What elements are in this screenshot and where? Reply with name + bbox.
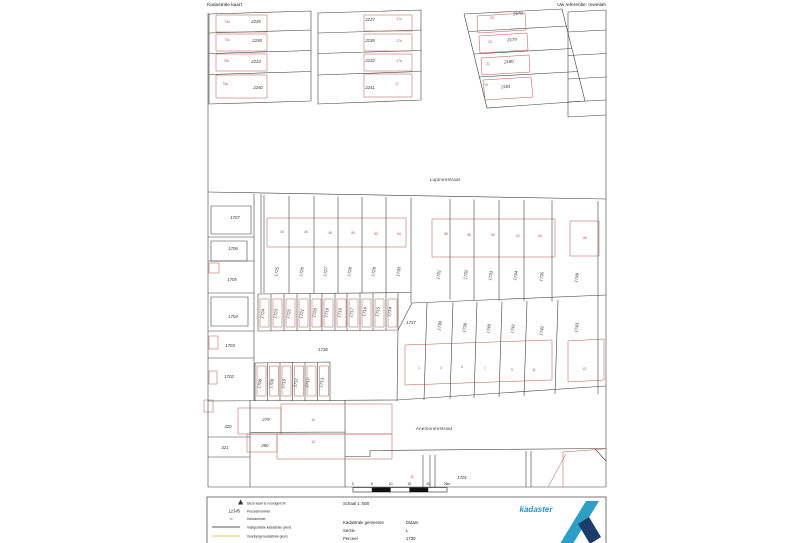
field-sectie-label: Sectie — [343, 528, 355, 533]
parcel-number-label: 1706 — [228, 246, 238, 251]
parcel-number-label: 1720 — [311, 307, 318, 318]
building-outlines-black — [211, 206, 251, 326]
legend-parcel-label: Perceelnummer — [247, 509, 271, 514]
parcel-number-label: 2238 — [252, 38, 262, 43]
house-number-label: 54 — [397, 232, 401, 236]
parcel-number-label: 1705 — [227, 277, 237, 282]
field-gemeente-value: Didam — [406, 520, 419, 525]
parcel-number-label: 1730 — [395, 266, 402, 277]
parcel-number-label: 1711 — [292, 377, 299, 388]
house-number-label: 64 — [538, 234, 542, 238]
scale-bar-ticks — [352, 482, 450, 486]
parcel-number-label: 2240 — [253, 85, 263, 90]
parcel-number-label: 1709 — [268, 378, 275, 389]
field-gemeente-label: Kadastrale gemeente — [343, 520, 384, 525]
parcel-number-label: 1704 — [228, 314, 238, 319]
house-number-label: 73c — [224, 38, 230, 42]
parcel-number-label: 2232 — [365, 58, 375, 63]
parcel-number-label: 2180 — [503, 58, 514, 65]
scale-tick-label: 10 — [388, 482, 393, 486]
parcel-number-label: 2179 — [506, 36, 517, 43]
parcel-number-label: 1719 — [323, 307, 330, 318]
scale-tick-label: 25m — [443, 482, 451, 486]
house-number-label: 17 — [395, 82, 399, 86]
house-number-label: 10 — [410, 475, 414, 479]
parcel-number-label: 1743 — [573, 322, 580, 333]
parcel-number-label: 279 — [262, 417, 270, 422]
house-number-labels — [222, 16, 587, 479]
parcel-number-label: 1738 — [436, 320, 443, 331]
house-number-label: 66 — [583, 236, 587, 240]
parcel-number-label: 1735 — [538, 271, 545, 282]
parcel-number-label: 1732 — [462, 269, 469, 280]
house-number-label: 52 — [374, 232, 378, 236]
street-name-label: Lupinenstraat — [429, 177, 461, 182]
scale-tick-label: 0 — [352, 482, 354, 486]
field-perceel-value: 1730 — [406, 536, 416, 541]
scale-tick-label: 15 — [407, 482, 412, 486]
parcel-number-label: 1714 — [386, 306, 393, 317]
field-sectie-value: L — [406, 528, 409, 533]
house-number-label: 23 — [488, 40, 492, 44]
house-number-label: 13 — [311, 440, 315, 444]
house-number-label: 7 — [484, 367, 486, 371]
house-number-label: 46 — [304, 230, 308, 234]
street-labels — [416, 177, 461, 431]
house-number-label: 73d — [224, 20, 230, 24]
legend-house-label: Huisnummer — [247, 517, 266, 521]
house-number-label: 13 — [582, 367, 586, 371]
reference-text: Uw referentie: mweilah — [557, 3, 606, 8]
parcel-number-label: 1715 — [374, 306, 381, 317]
kadaster-logo-text: kadaster — [519, 505, 553, 514]
parcel-number-label: 321 — [221, 445, 229, 450]
parcel-number-label: 1740 — [485, 323, 492, 334]
parcel-number-label: 1736 — [318, 347, 328, 352]
legend-scale-text: Schaal 1: 500 — [343, 501, 370, 506]
house-number-label: 50 — [351, 231, 355, 235]
parcel-number-label: 1749 — [573, 272, 580, 283]
street-name-label: Anemonenstraat — [415, 426, 453, 431]
scale-tick-label: 20 — [426, 482, 431, 486]
parcel-number-label: 1723 — [272, 308, 279, 319]
parcel-number-label: 1712 — [304, 377, 311, 388]
legend-house-sample: 25 — [229, 517, 233, 521]
parcel-number-label: 1729 — [370, 266, 377, 277]
parcel-number-label: 1716 — [361, 306, 368, 317]
house-number-label: 60 — [491, 233, 495, 237]
parcel-number-label: 2178 — [512, 10, 523, 17]
house-number-label: 1 — [418, 366, 420, 370]
parcel-number-label: 1710 — [280, 378, 287, 389]
parcel-number-label: 1739 — [461, 322, 468, 333]
parcel-number-label: 1701 — [457, 475, 467, 480]
parcel-number-label: 1728 — [346, 266, 353, 277]
legend-line-provisional-label: Voorlopige kadastrale grens — [247, 534, 288, 539]
house-number-label: 9 — [511, 368, 513, 372]
parcel-number-label: 1702 — [224, 374, 234, 379]
house-number-label: 58 — [467, 233, 471, 237]
legend-north-note: Deze kaart is noordgericht — [247, 501, 286, 506]
house-number-label: 5 — [461, 365, 463, 369]
parcel-number-label: 1726 — [298, 266, 305, 277]
parcel-number-label: 280 — [261, 443, 269, 448]
parcel-number-label: 1722 — [285, 308, 292, 319]
legend-line-established-label: Vastgestelde kadastrale grens — [247, 525, 292, 530]
house-number-label: 73a — [222, 82, 228, 86]
parcel-number-label: 2236 — [365, 38, 375, 43]
page-title: Kadastrale kaart — [207, 3, 242, 8]
parcel-number-label: 1707 — [230, 215, 240, 220]
parcel-number-label: 1717 — [348, 307, 355, 318]
parcel-number-labels — [221, 11, 580, 480]
parcel-number-label: 1734 — [512, 270, 519, 281]
house-number-label: 17c — [396, 17, 402, 21]
parcel-number-label: 1731 — [435, 269, 442, 280]
parcel-number-label: 1724 — [259, 308, 266, 319]
parcel-number-label: 1713 — [318, 377, 325, 388]
field-perceel-label: Perceel — [343, 536, 358, 541]
parcel-number-label: 2233 — [251, 59, 261, 64]
parcel-number-label: 2235 — [251, 19, 261, 24]
parcel-number-label: 1718 — [336, 307, 343, 318]
house-number-label: 48 — [328, 231, 332, 235]
house-number-label: 17a — [396, 59, 402, 63]
house-number-label: 21 — [486, 62, 490, 66]
house-number-label: 25 — [490, 16, 494, 20]
parcel-number-label: 1708 — [256, 378, 263, 389]
parcel-number-label: 1741 — [509, 323, 516, 334]
house-number-label: 73b — [223, 59, 229, 63]
parcel-number-label: 2181 — [500, 83, 511, 90]
legend-parcel-sample: 12345 — [228, 508, 240, 514]
parcel-number-label: 1725 — [273, 266, 280, 277]
house-number-label: 62 — [516, 234, 520, 238]
house-number-label: 17b — [396, 39, 402, 43]
legend — [207, 497, 606, 543]
house-number-label: 15 — [311, 418, 315, 422]
house-number-label: 19 — [484, 83, 488, 87]
parcel-number-label: 2237 — [365, 17, 375, 22]
parcel-number-label: 320 — [224, 424, 232, 429]
parcel-number-label: 2241 — [365, 85, 375, 90]
parcel-number-label: 1727 — [322, 266, 329, 277]
parcel-number-label: 1703 — [225, 343, 235, 348]
parcel-boundaries — [208, 9, 606, 487]
house-number-label: 3 — [440, 366, 442, 370]
parcel-number-label: 1733 — [487, 270, 494, 281]
scale-tick-label: 5 — [370, 482, 373, 486]
parcel-number-label: 1737 — [406, 320, 416, 325]
house-number-label: 44 — [280, 230, 284, 234]
house-number-label: 11 — [532, 368, 536, 372]
house-number-label: 56 — [444, 232, 448, 236]
parcel-number-label: 1742 — [538, 325, 545, 336]
parcel-number-label: 1721 — [298, 308, 305, 319]
